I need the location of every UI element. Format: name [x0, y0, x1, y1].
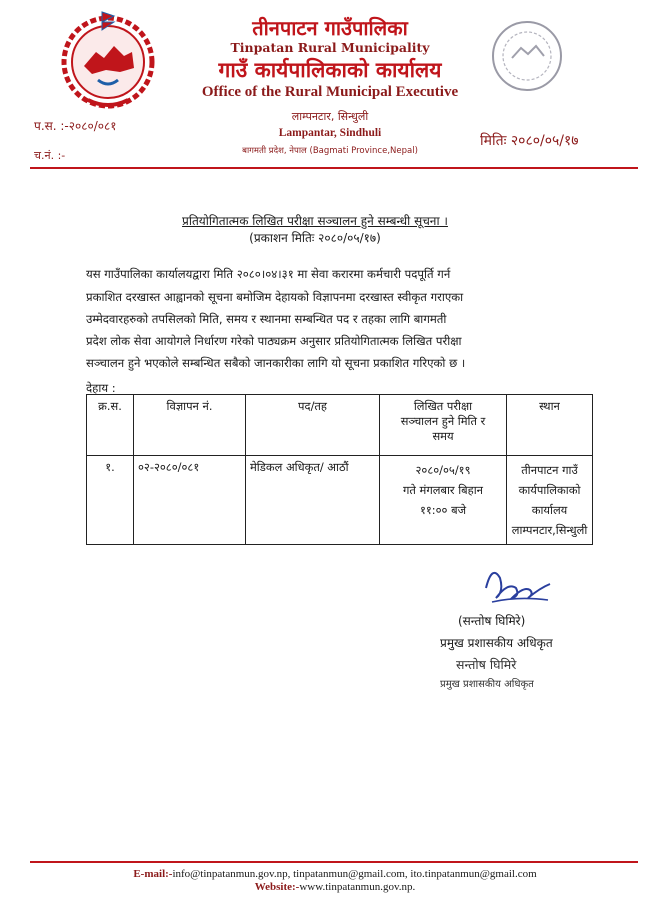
- header-sn: क्र.स.: [87, 395, 134, 456]
- signatory-name: (सन्तोष घिमिरे): [458, 614, 526, 628]
- exam-date-line: २०८०/०५/१९: [415, 463, 471, 477]
- cell-sn: १.: [87, 456, 134, 545]
- place-line: कार्यालय: [531, 503, 568, 517]
- body-line: प्रकाशित दरखास्त आह्वानको सूचना बमोजिम देहायको विज्ञापनमा दरखास्त स्वीकृत गराएका: [86, 290, 464, 304]
- stamp-name: सन्तोष घिमिरे: [456, 657, 517, 672]
- letter-date: मितिः २०८०/०५/१७: [480, 133, 579, 149]
- header-exam-date: [380, 395, 507, 456]
- dispatch-number: च.नं. :-: [34, 149, 66, 162]
- province-address: बागमती प्रदेश, नेपाल (Bagmati Province,Nepal): [242, 146, 418, 156]
- email-label: E-mail:-: [133, 868, 173, 880]
- place-line: तीनपाटन गाउँ: [521, 463, 578, 477]
- footer-website: [70, 881, 600, 893]
- header-divider: [30, 167, 638, 169]
- footer-divider: [30, 861, 638, 863]
- table-row: [87, 456, 593, 545]
- office-seal-icon: [488, 18, 566, 94]
- exam-date-line: ११:०० बजे: [419, 503, 467, 517]
- place-en: Lampantar, Sindhuli: [278, 127, 382, 139]
- publication-date: (प्रकाशन मितिः २०८०/०५/१७): [249, 231, 381, 245]
- email-addresses: info@tinpatanmun.gov.np, tinpatanmun@gmail.com, ito.tinpatanmun@gmail.com: [172, 868, 537, 880]
- header-place: स्थान: [507, 395, 593, 456]
- body-line: प्रदेश लोक सेवा आयोगले निर्धारण गरेको पाठ्यक्रम अनुसार प्रतियोगितात्मक लिखित परीक्षा: [86, 334, 462, 348]
- cell-post: मेडिकल अधिकृत/ आठौं: [246, 456, 380, 545]
- footer-email: [70, 868, 600, 880]
- header-post: पद/तह: [246, 395, 380, 456]
- website-url: www.tinpatanmun.gov.np.: [299, 881, 416, 893]
- place-np: लाम्पनटार, सिन्धुली: [291, 110, 369, 123]
- header-exam-date-line: लिखित परीक्षा: [413, 399, 473, 413]
- website-label: Website:-: [254, 881, 300, 893]
- stamp-title: प्रमुख प्रशासकीय अधिकृत: [440, 679, 534, 690]
- office-name-en: Office of the Rural Municipal Executive: [201, 84, 459, 100]
- table-header-row: [87, 395, 593, 456]
- notice-subject: प्रतियोगितात्मक लिखित परीक्षा सञ्चालन हुने सम्बन्धी सूचना ।: [182, 214, 448, 228]
- body-line: यस गाउँपालिका कार्यालयद्वारा मिति २०८०।०४।३१ मा सेवा करारमा कर्मचारी पदपूर्ति गर्न: [86, 267, 451, 281]
- cell-exam-date: [380, 456, 507, 545]
- exam-schedule-table: [86, 394, 593, 545]
- municipality-emblem-icon: [58, 8, 158, 112]
- body-line: सञ्चालन हुने भएकोले सम्बन्धित सबैको जानकारीका लागि यो सूचना प्रकाशित गरिएको छ ।: [86, 356, 466, 370]
- municipality-name-np: तीनपाटन गाउँपालिका: [252, 16, 408, 40]
- header-advertisement: विज्ञापन नं.: [134, 395, 246, 456]
- place-line: लाम्पनटार,सिन्धुली: [511, 523, 588, 537]
- header-exam-date-line: सञ्चालन हुने मिति र: [400, 414, 486, 428]
- handwritten-signature: [478, 558, 558, 610]
- dehaya-label: देहाय :: [86, 381, 116, 395]
- header-exam-date-line: समय: [432, 429, 454, 443]
- reference-number: प.स. :-२०८०/०८१: [34, 119, 117, 133]
- municipality-name-en: Tinpatan Rural Municipality: [230, 40, 430, 55]
- place-line: कार्यपालिकाको: [518, 483, 581, 497]
- body-line: उम्मेदवारहरुको तपसिलको मिति, समय र स्थानमा सम्बन्धित पद र तहका लागि बागमती: [86, 312, 447, 326]
- signatory-title: प्रमुख प्रशासकीय अधिकृत: [440, 636, 553, 650]
- office-name-np: गाउँ कार्यपालिकाको कार्यालय: [218, 58, 442, 82]
- cell-advertisement: ०२-२०८०/०८१: [134, 456, 246, 545]
- exam-date-line: गते मंगलबार बिहान: [403, 483, 483, 497]
- cell-place: [507, 456, 593, 545]
